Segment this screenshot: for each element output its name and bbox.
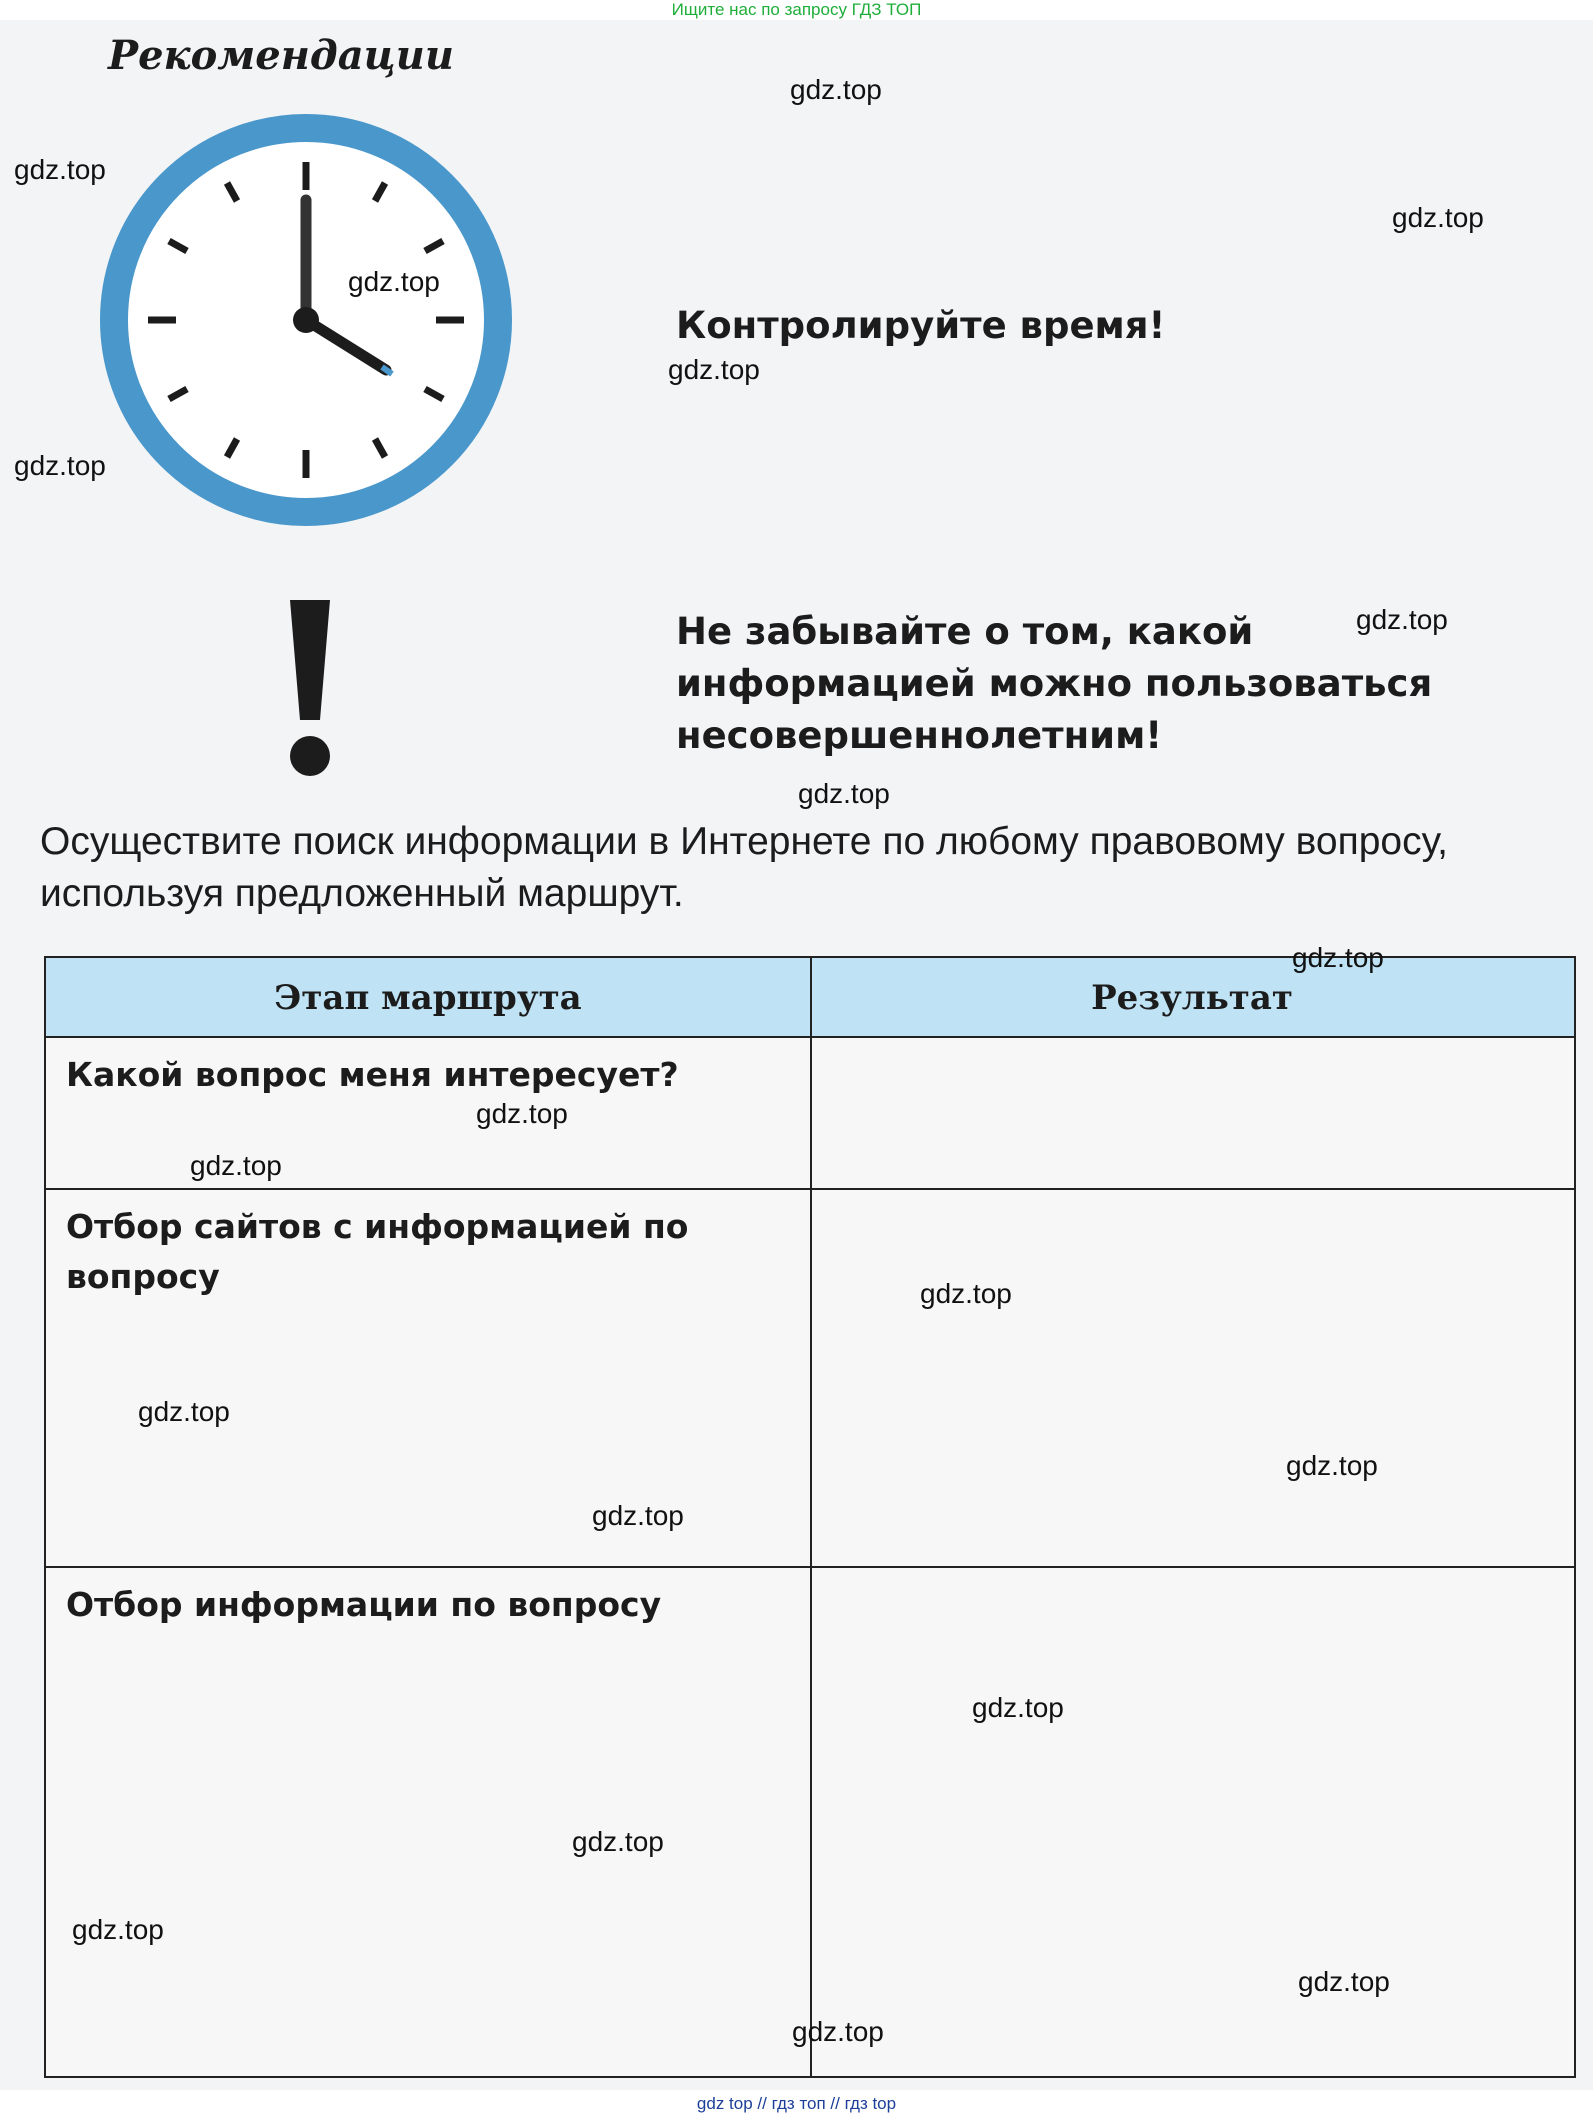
task-instruction: Осуществите поиск информации в Интернете по любому правовому вопросу, используя предложенный маршрут. xyxy=(40,820,1449,915)
clock-icon xyxy=(96,110,516,530)
header-result: Результат xyxy=(1091,978,1293,1018)
column-divider xyxy=(810,958,812,2076)
watermark: gdz.top xyxy=(1356,604,1448,635)
watermark: gdz.top xyxy=(668,354,760,385)
watermark: gdz.top xyxy=(14,450,106,481)
watermark: gdz.top xyxy=(792,2016,884,2047)
route-table xyxy=(44,956,1576,2078)
bottom-banner[interactable]: gdz top // гдз топ // гдз top xyxy=(696,2094,897,2113)
tip-minor-information: Не забывайте о том, какой информацией можно пользоваться несовершеннолетним! xyxy=(676,610,1433,757)
watermark: gdz.top xyxy=(348,266,440,297)
watermark: gdz.top xyxy=(798,778,890,809)
stage-cell: Какой вопрос меня интересует? xyxy=(66,1055,679,1094)
watermark: gdz.top xyxy=(138,1396,230,1427)
watermark: gdz.top xyxy=(790,74,882,105)
result-cell[interactable] xyxy=(826,1048,1556,1178)
tip-control-time: Контролируйте время! xyxy=(676,304,1166,347)
watermark: gdz.top xyxy=(476,1098,568,1129)
watermark: gdz.top xyxy=(1298,1966,1390,1997)
watermark: gdz.top xyxy=(1286,1450,1378,1481)
result-cell[interactable] xyxy=(826,1200,1556,1558)
top-banner[interactable]: Ищите нас по запросу ГДЗ ТОП xyxy=(671,0,922,19)
exclamation-icon xyxy=(270,590,350,780)
header-stage: Этап маршрута xyxy=(274,978,582,1018)
result-cell[interactable] xyxy=(826,1578,1556,2070)
section-title: Рекомендации xyxy=(108,32,454,79)
watermark: gdz.top xyxy=(572,1826,664,1857)
watermark: gdz.top xyxy=(1292,942,1384,973)
stage-cell: Отбор сайтов с информацией по вопросу xyxy=(66,1207,689,1296)
watermark: gdz.top xyxy=(72,1914,164,1945)
watermark: gdz.top xyxy=(592,1500,684,1531)
watermark: gdz.top xyxy=(920,1278,1012,1309)
watermark: gdz.top xyxy=(190,1150,282,1181)
watermark: gdz.top xyxy=(1392,202,1484,233)
watermark: gdz.top xyxy=(14,154,106,185)
stage-cell: Отбор информации по вопросу xyxy=(66,1585,662,1624)
watermark: gdz.top xyxy=(972,1692,1064,1723)
